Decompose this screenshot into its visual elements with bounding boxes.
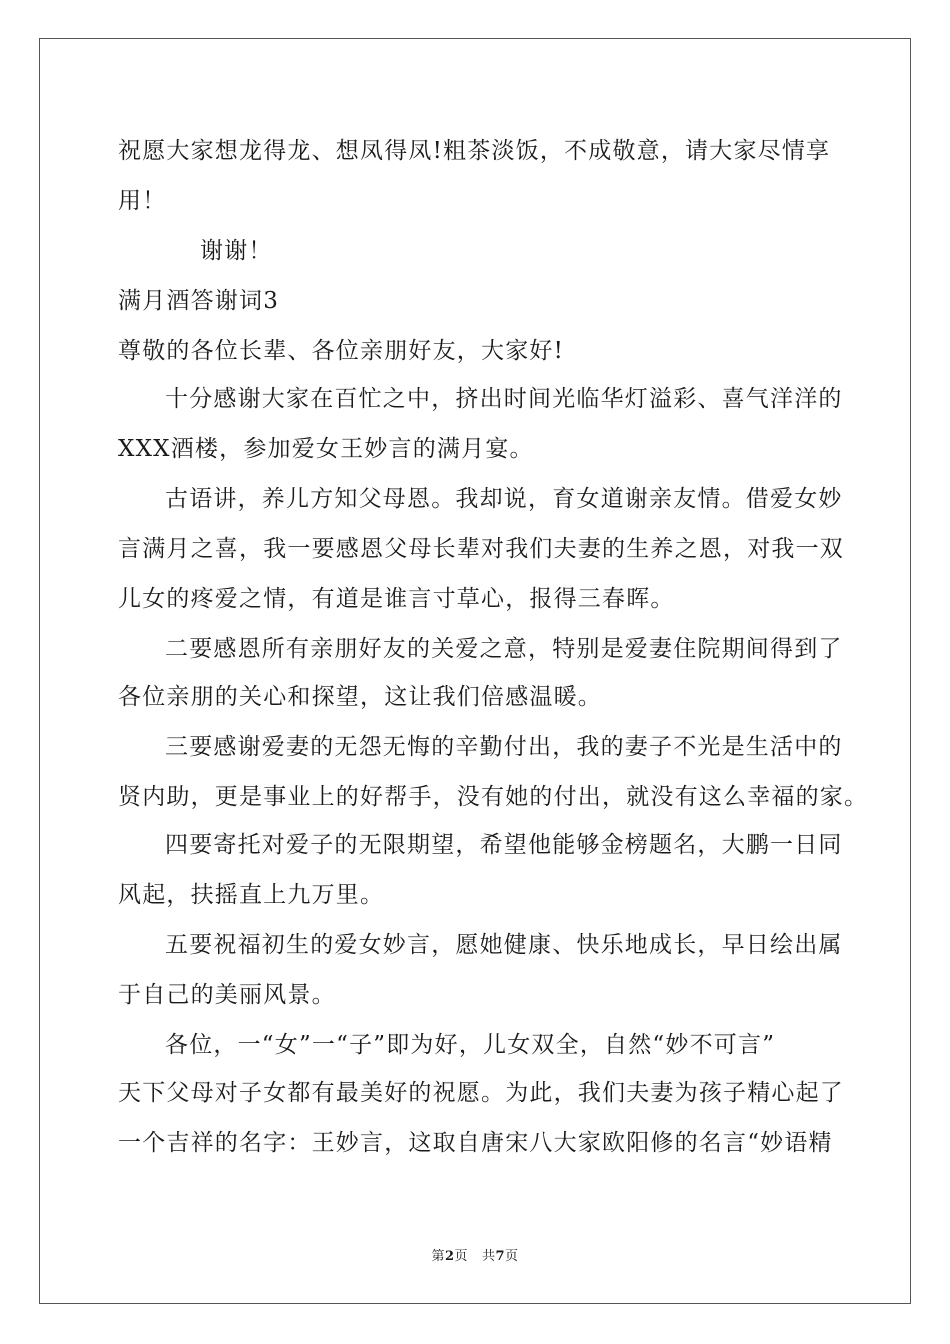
paragraph-line: 儿女的疼爱之情，有道是谁言寸草心，报得三春晖。 bbox=[118, 586, 675, 612]
total-prefix: 共 bbox=[481, 1249, 496, 1264]
body-line: 祝愿大家想龙得龙、想凤得凤!粗茶淡饭，不成敬意，请大家尽情享 bbox=[118, 138, 831, 164]
page-current: 2 bbox=[444, 1249, 455, 1264]
paragraph-line: 天下父母对子女都有最美好的祝愿。为此，我们夫妻为孩子精心起了 bbox=[118, 1080, 844, 1106]
paragraph-line: 贤内助，更是事业上的好帮手，没有她的付出，就没有这么幸福的家。 bbox=[118, 784, 869, 810]
paragraph-line: 一个吉祥的名字：王妙言，这取自唐宋八大家欧阳修的名言“妙语精 bbox=[118, 1130, 833, 1156]
page-total: 7 bbox=[495, 1249, 506, 1264]
paragraph-line: 各位，一“女”一“子”即为好，儿女双全，自然“妙不可言” bbox=[165, 1032, 776, 1058]
page-footer bbox=[0, 1245, 950, 1264]
total-unit: 页 bbox=[505, 1249, 519, 1264]
paragraph-line: 三要感谢爱妻的无怨无悔的辛勤付出，我的妻子不光是生活中的 bbox=[165, 734, 843, 760]
paragraph-line: 四要寄托对爱子的无限期望，希望他能够金榜题名，大鹏一日同 bbox=[165, 832, 843, 858]
body-line: 用！ bbox=[118, 188, 167, 214]
paragraph-line: XXX酒楼，参加爱女王妙言的满月宴。 bbox=[118, 436, 534, 462]
page-border bbox=[39, 38, 911, 1304]
section-heading: 满月酒答谢词3 bbox=[118, 288, 280, 314]
paragraph-line: 古语讲，养儿方知父母恩。我却说，育女道谢亲友情。借爱女妙 bbox=[165, 486, 843, 512]
paragraph-line: 各位亲朋的关心和探望，这让我们倍感温暖。 bbox=[118, 684, 602, 710]
paragraph-line: 二要感恩所有亲朋好友的关爱之意，特别是爱妻住院期间得到了 bbox=[165, 636, 843, 662]
page-unit: 页 bbox=[454, 1249, 469, 1264]
thanks-line: 谢谢！ bbox=[200, 238, 273, 264]
page-prefix: 第 bbox=[431, 1249, 445, 1264]
paragraph-line: 十分感谢大家在百忙之中，挤出时间光临华灯溢彩、喜气洋洋的 bbox=[165, 386, 843, 412]
salutation: 尊敬的各位长辈、各位亲朋好友，大家好! bbox=[118, 338, 565, 364]
paragraph-line: 言满月之喜，我一要感恩父母长辈对我们夫妻的生养之恩，对我一双 bbox=[118, 536, 844, 562]
paragraph-line: 风起，扶摇直上九万里。 bbox=[118, 882, 385, 908]
paragraph-line: 于自己的美丽风景。 bbox=[118, 982, 336, 1008]
paragraph-line: 五要祝福初生的爱女妙言，愿她健康、快乐地成长，早日绘出属 bbox=[165, 932, 843, 958]
